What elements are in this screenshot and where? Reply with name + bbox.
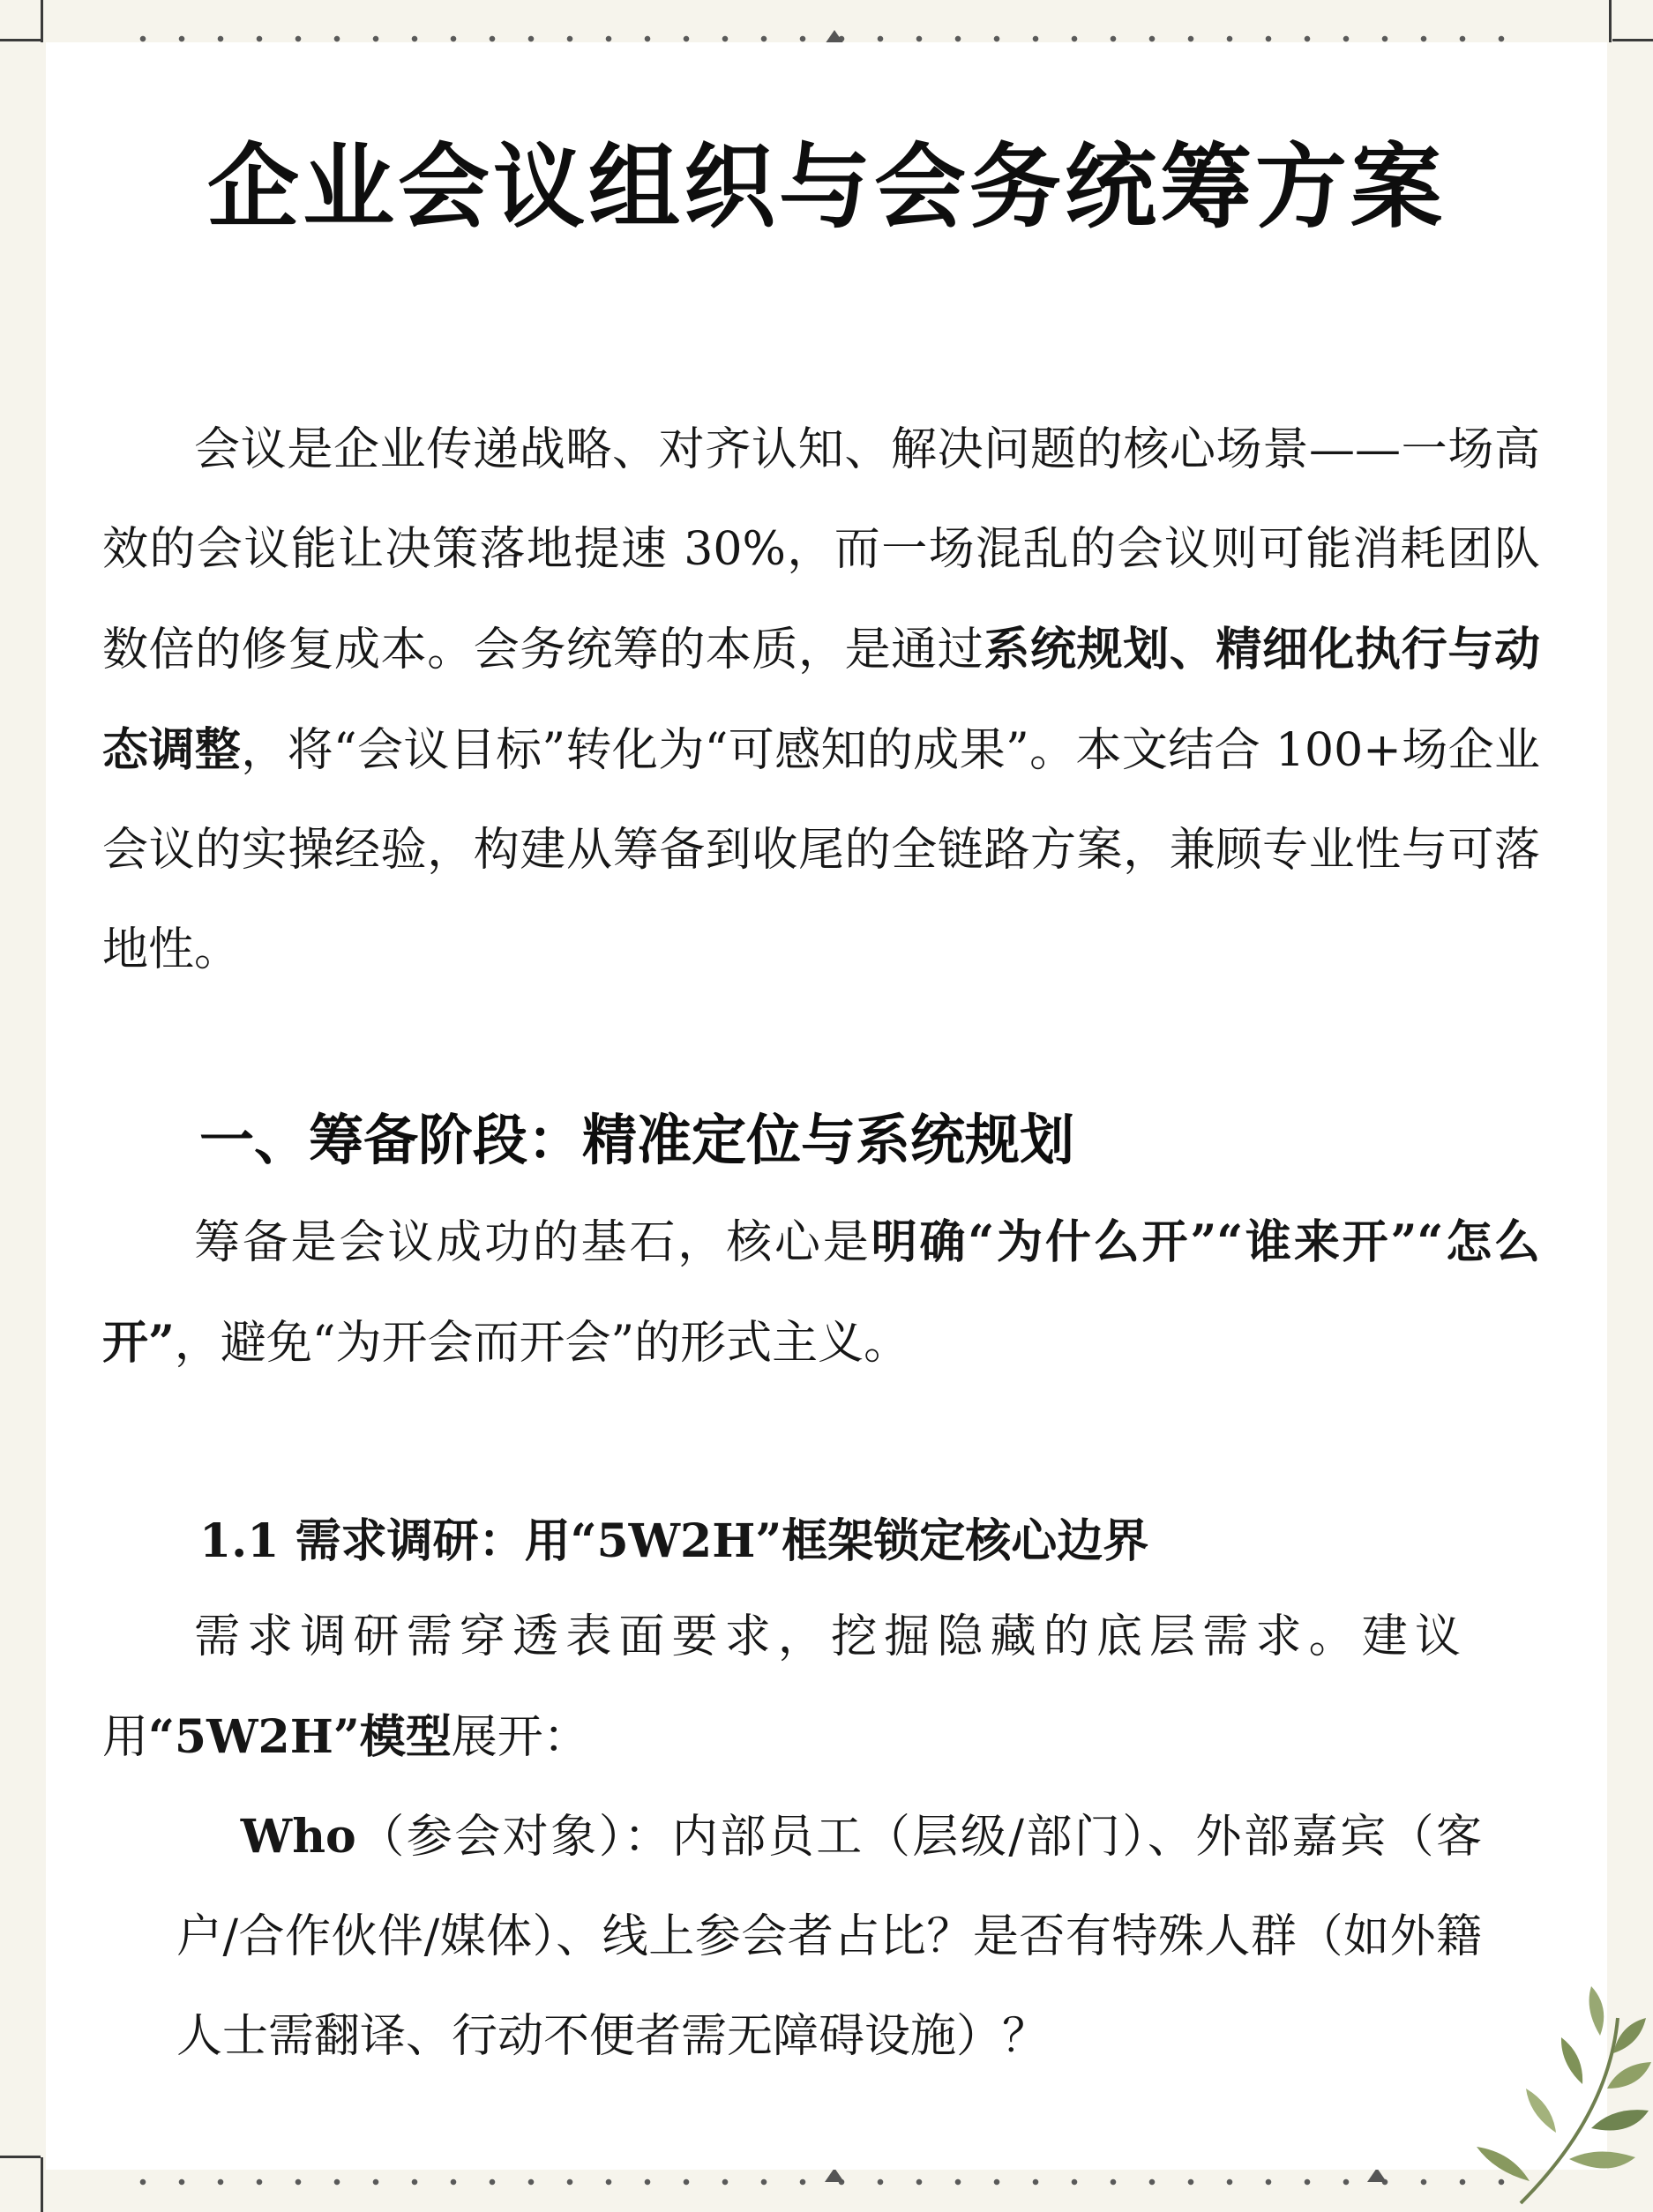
frame-left-tick-bottom (0, 2156, 41, 2158)
subsection-heading: 1.1 需求调研：用“5W2H”框架锁定核心边界 (199, 1514, 1149, 1568)
list-item-who: Who（参会对象）：内部员工（层级/部门）、外部嘉宾（客户/合作伙伴/媒体）、线上参会者占比？是否有特殊人群（如外籍人士需翻译、行动不便者需无障碍设施）？ (176, 1810, 1482, 2063)
subsection-paragraph: 需求调研需穿透表面要求，挖掘隐藏的底层需求。建议用“5W2H”模型展开： (102, 1610, 1461, 1764)
frame-left-vertical (41, 0, 43, 42)
bottom-triangle-ornament-1 (825, 2168, 844, 2182)
frame-right-tick-top (1612, 39, 1653, 41)
model-emphasis: “5W2H”模型 (148, 1710, 452, 1764)
section1-paragraph: 筹备是会议成功的基石，核心是明确“为什么开”“谁来开”“怎么开”，避免“为开会而开会”的形式主义。 (102, 1215, 1540, 1370)
frame-left-vertical-bottom (41, 2157, 43, 2212)
section-heading: 一、筹备阶段：精准定位与系统规划 (199, 1108, 1075, 1172)
section1-emphasis: 明确“为什么开”“谁来开”“怎么开” (102, 1215, 1540, 1370)
who-label: Who (240, 1810, 356, 1864)
frame-left-tick-top (0, 39, 41, 41)
frame-right-vertical (1609, 0, 1612, 42)
page-title: 企业会议组织与会务统筹方案 (206, 133, 1446, 241)
bottom-triangle-ornament-2 (1367, 2168, 1387, 2182)
intro-paragraph: 会议是企业传递战略、对齐认知、解决问题的核心场景——一场高效的会议能让决策落地提速 30%，而一场混乱的会议则可能消耗团队数倍的修复成本。会务统筹的本质，是通过系统规划、精细化执行与动态调整，将“会议目标”转化为“可感知的成果”。本文结合 100+场企业会议的实操经验，构建从筹备到收尾的全链路方案，兼顾专业性与可落地性。 (102, 423, 1540, 976)
intro-emphasis: 系统规划、精细化执行与动态调整 (102, 623, 1540, 777)
